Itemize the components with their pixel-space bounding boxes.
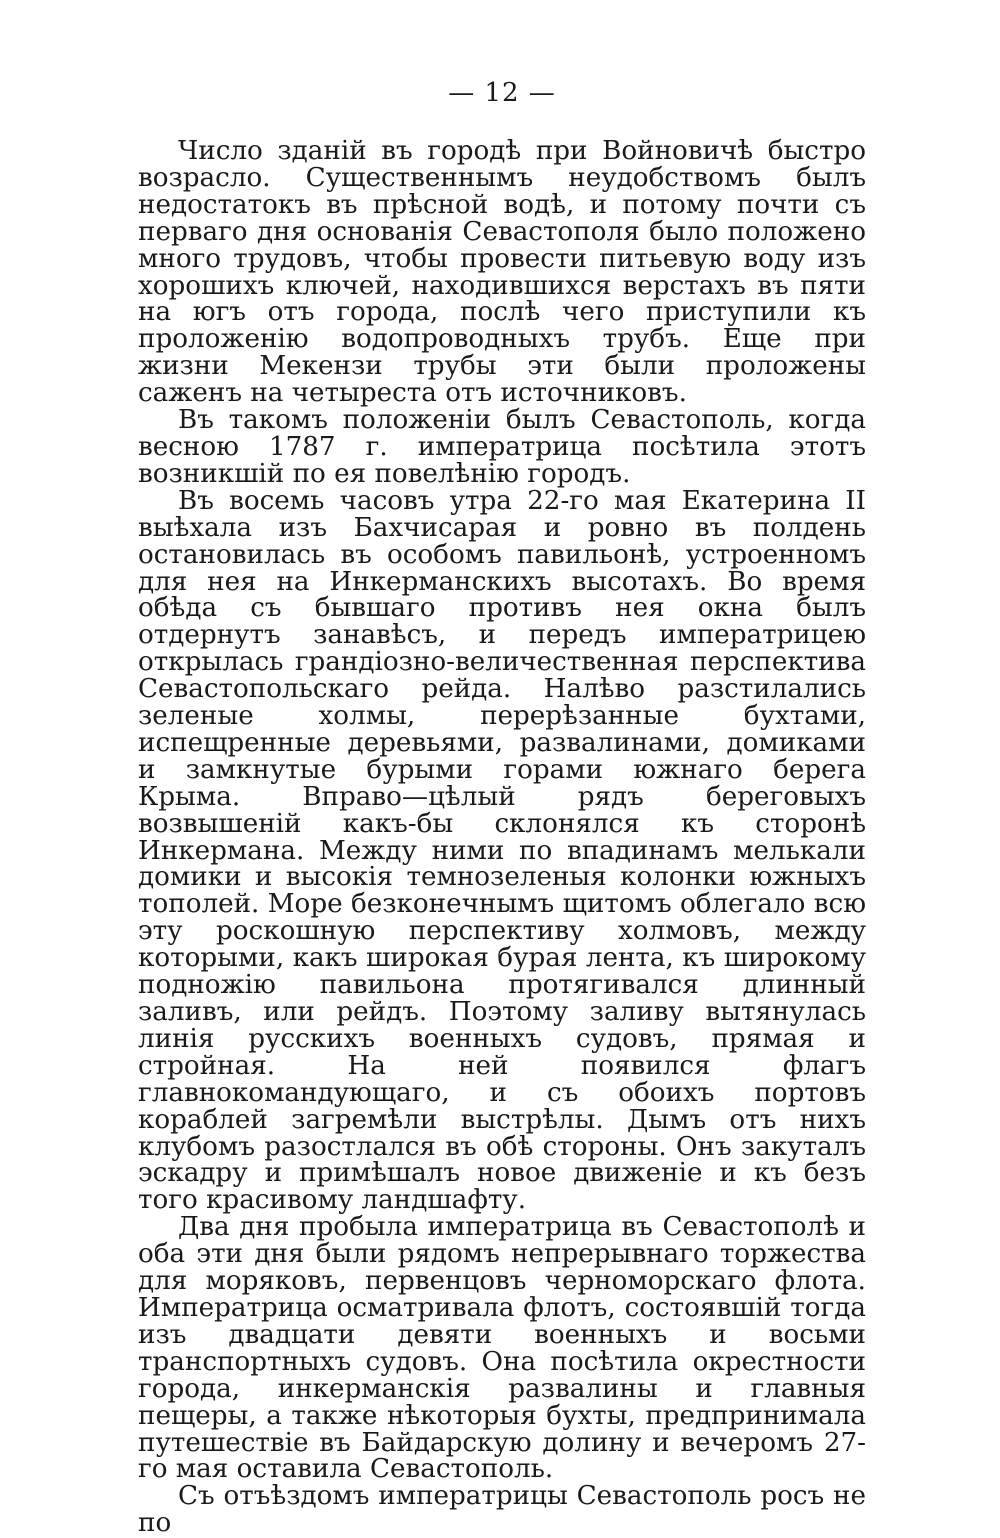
body-text xyxy=(138,138,866,1537)
paragraph-empress-visit: Въ такомъ положеніи былъ Севастополь, когда весною 1787 г. императрица посѣтила этотъ возникшій по ея повелѣнію городъ. xyxy=(138,405,866,489)
page-number: — 12 — xyxy=(448,78,556,108)
paragraph-buildings-water: Число зданій въ городѣ при Войновичѣ быстро возрасло. Существеннымъ неудобствомъ былъ недостатокъ въ прѣсной водѣ, и потому почти съ перваго дня основанія Севастополя было положено много трудовъ, чтобы провести питьевую воду изъ хорошихъ ключей, находившихся верстахъ въ пяти на югъ отъ города, послѣ чего приступили къ проложенію водопроводныхъ трубъ. Еще при жизни Мекензи трубы эти были проложены саженъ на четыреста отъ источниковъ. xyxy=(138,136,866,409)
book-page xyxy=(138,78,866,1537)
paragraph-departure: Съ отъѣздомъ императрицы Севастополь росъ не по xyxy=(138,1481,866,1538)
paragraph-two-days: Два дня пробыла императрица въ Севастополѣ и оба эти дня были рядомъ непрерывнаго торжества для моряковъ, первенцовъ черноморскаго флота. Императрица осматривала флотъ, состоявшій тогда изъ двадцати девяти военныхъ и восьми транспортныхъ судовъ. Она посѣтила окрестности города, инкерманскія развалины и главныя пещеры, а также нѣкоторыя бухты, предпринимала путешествіе въ Байдарскую долину и вечеромъ 27-го мая оставила Севастополь. xyxy=(138,1212,866,1485)
paragraph-inkerman-view: Въ восемь часовъ утра 22-го мая Екатерина II выѣхала изъ Бахчисарая и ровно въ полдень остановилась въ особомъ павильонѣ, устроенномъ для нея на Инкерманскихъ высотахъ. Во время обѣда съ бывшаго противъ нея окна былъ отдернутъ занавѣсъ, и передъ императрицею открылась грандіозно-величественная перспектива Севастопольскаго рейда. Налѣво разстилались зеленые холмы, перерѣзанные бухтами, испещренные деревьями, развалинами, домиками и замкнутые бурыми горами южнаго берега Крыма. Вправо—цѣлый рядъ береговыхъ возвышеній какъ-бы склонялся къ сторонѣ Инкермана. Между ними по впадинамъ мелькали домики и высокія темнозеленыя колонки южныхъ тополей. Море безконечнымъ щитомъ облегало всю эту роскошную перспективу холмовъ, между которыми, какъ широкая бурая лента, къ широкому подножію павильона протягивался длинный заливъ, или рейдъ. Поэтому заливу вытянулась линія русскихъ военныхъ судовъ, прямая и стройная. На ней появился флагъ главнокомандующаго, и съ обоихъ портовъ кораблей загремѣли выстрѣлы. Дымъ отъ нихъ клубомъ разостлался въ обѣ стороны. Онъ закуталъ эскадру и примѣшалъ новое движеніе и къ безъ того красивому ландшафту. xyxy=(138,485,866,1216)
